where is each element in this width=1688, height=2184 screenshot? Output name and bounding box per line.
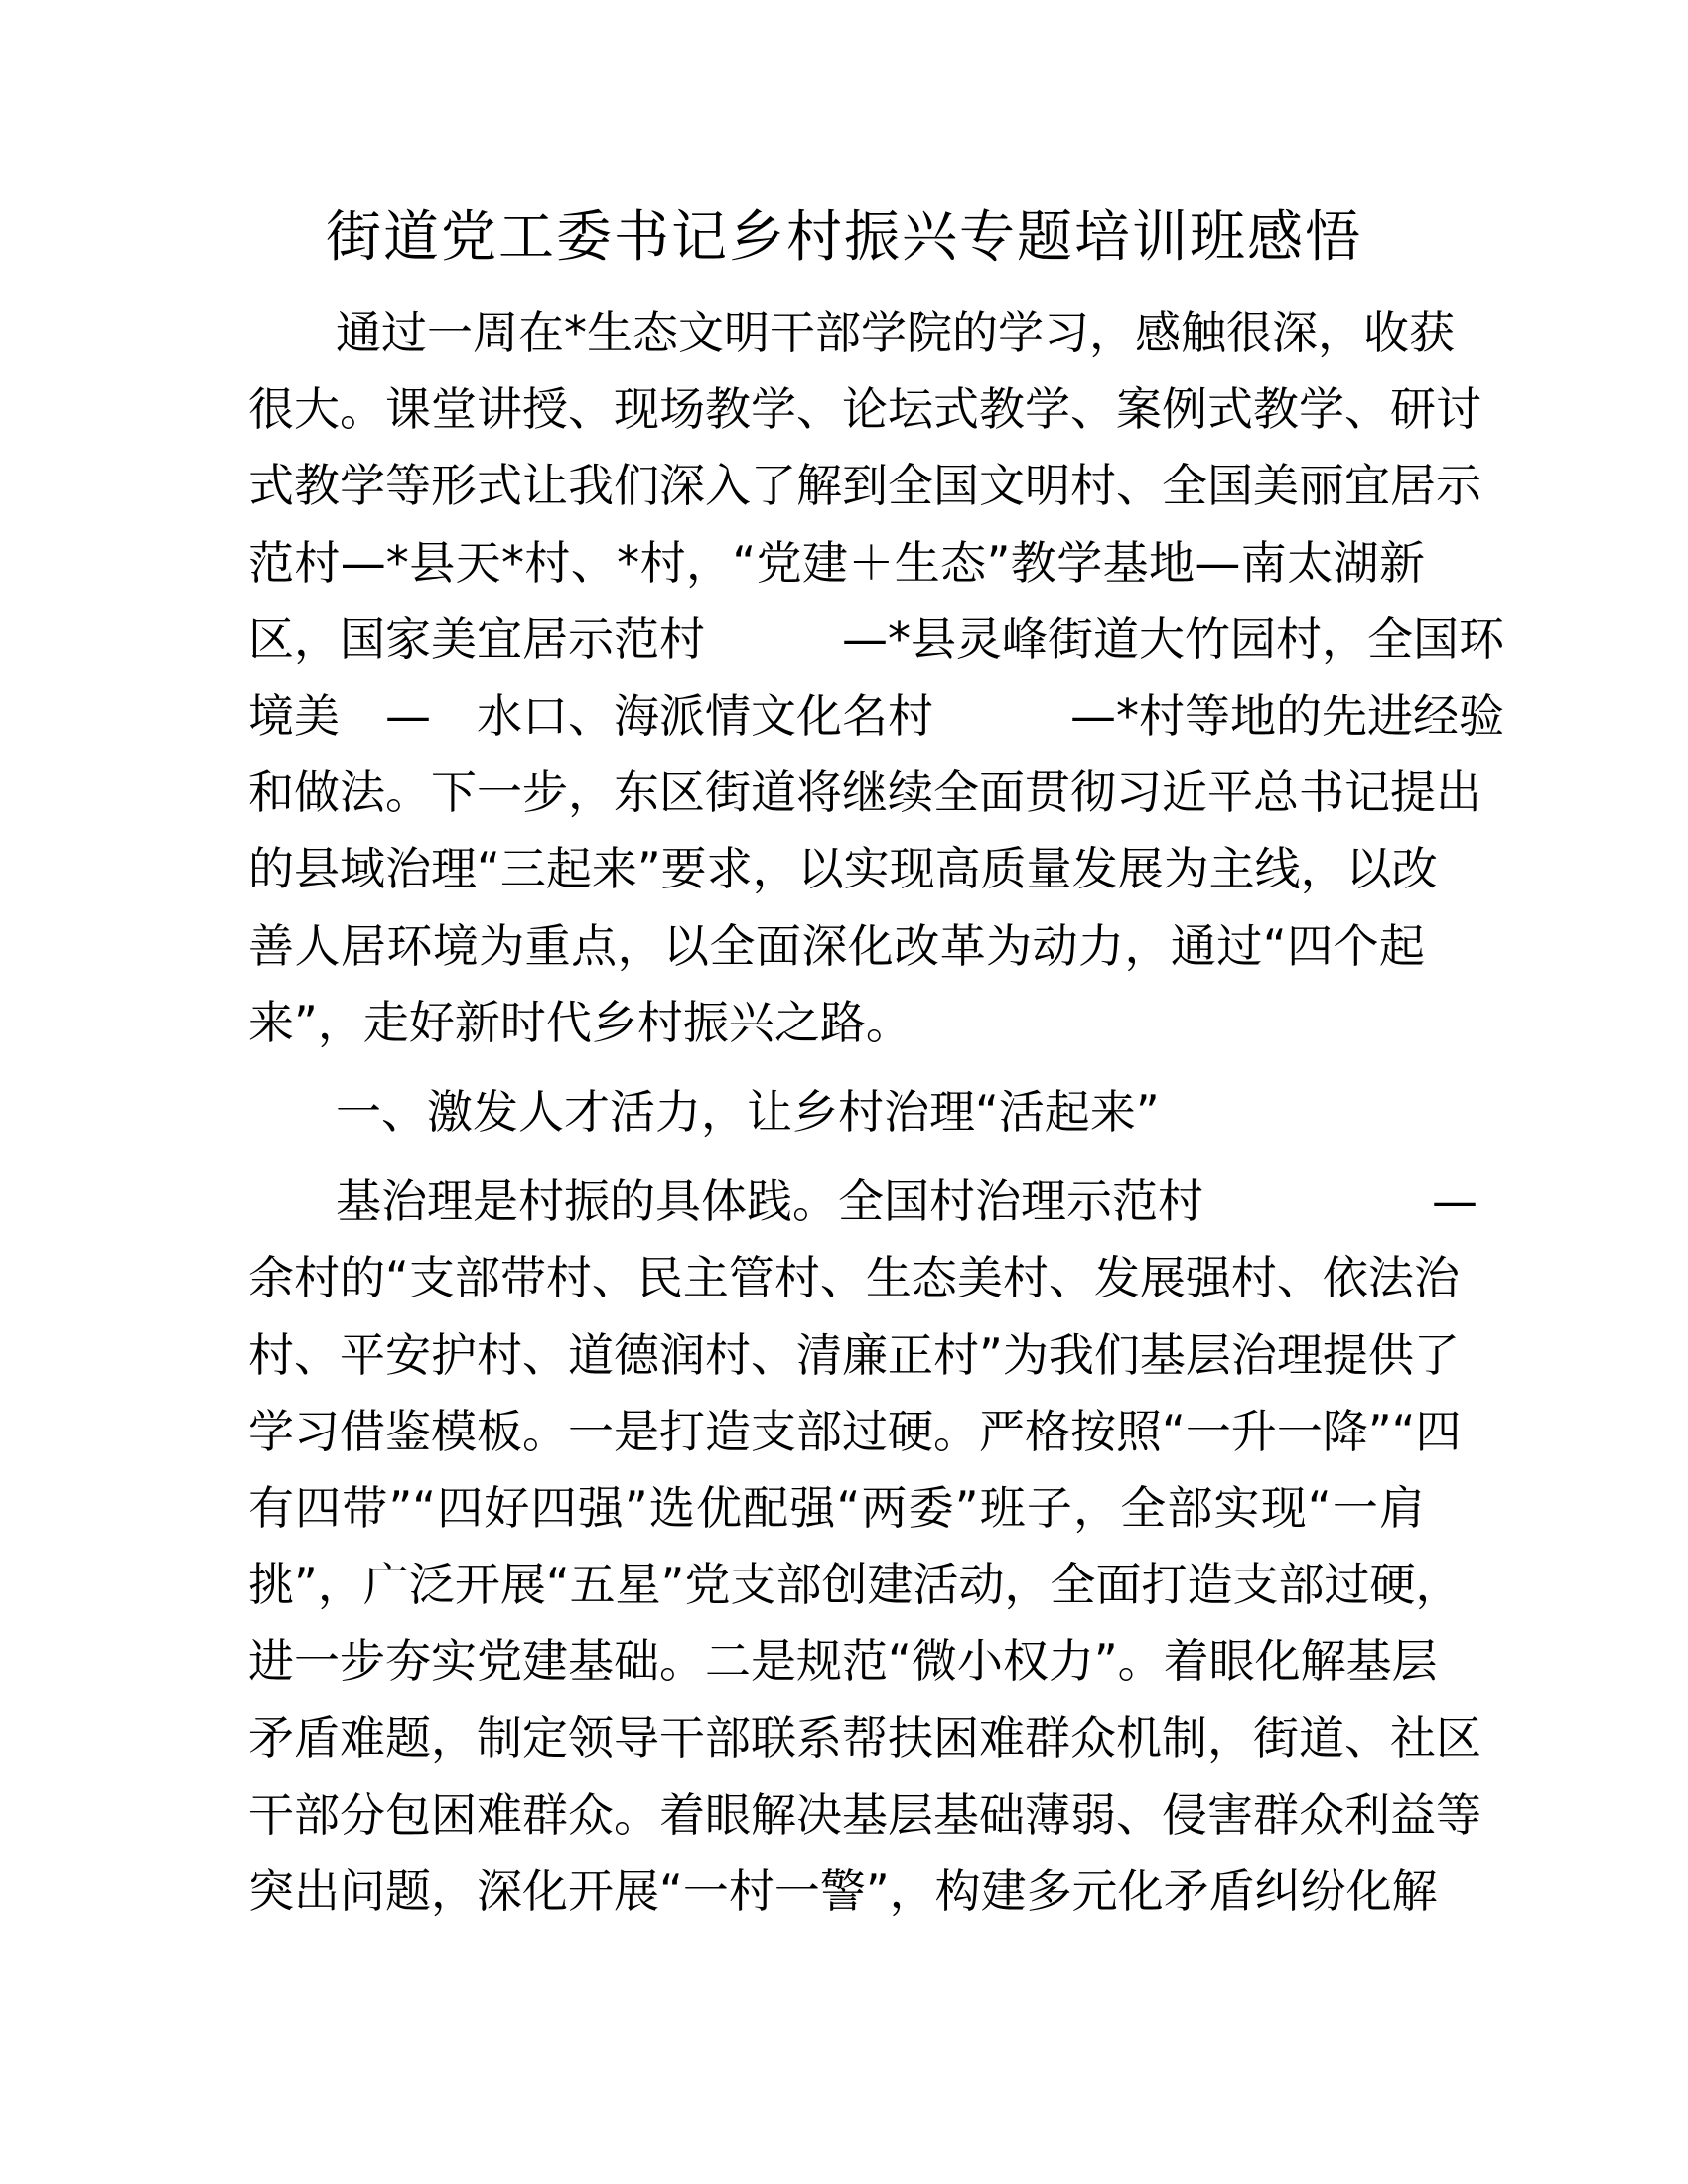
- paragraph-line: 干部分包困难群众。着眼解决基层基础薄弱、侵害群众利益等: [248, 1788, 1481, 1842]
- paragraph-line: 境美 — 水口、海派情文化名村 —*村等地的先进经验: [248, 689, 1504, 743]
- paragraph-line: 的县域治理“三起来”要求，以实现高质量发展为主线，以改: [248, 842, 1438, 895]
- paragraph-line: 突出问题，深化开展“一村一警”，构建多元化矛盾纠纷化解: [248, 1864, 1438, 1918]
- section-heading: 一、激发人才活力，让乡村治理“活起来”: [336, 1085, 1160, 1139]
- paragraph-line: 进一步夯实党建基础。二是规范“微小权力”。着眼化解基层: [248, 1634, 1438, 1688]
- paragraph-line: 有四带”“四好四强”选优配强“两委”班子，全部实现“一肩: [248, 1481, 1425, 1535]
- paragraph-line: 善人居环境为重点，以全面深化改革为动力，通过“四个起: [248, 919, 1425, 973]
- paragraph-line: 式教学等形式让我们深入了解到全国文明村、全国美丽宜居示: [248, 459, 1481, 512]
- paragraph-line: 通过一周在*生态文明干部学院的学习，感触很深，收获: [336, 306, 1455, 359]
- paragraph-line: 范村—*县天*村、*村，“党建＋生态”教学基地—南太湖新: [248, 536, 1425, 590]
- paragraph-line: 区，国家美宜居示范村 —*县灵峰街道大竹园村，全国环: [248, 613, 1504, 666]
- paragraph-line: 挑”，广泛开展“五星”党支部创建活动，全面打造支部过硬，: [248, 1558, 1462, 1611]
- paragraph-line: 和做法。下一步，东区街道将继续全面贯彻习近平总书记提出: [248, 765, 1481, 819]
- paragraph-line: 矛盾难题，制定领导干部联系帮扶困难群众机制，街道、社区: [248, 1711, 1481, 1765]
- paragraph-line: 村、平安护村、道德润村、清廉正村”为我们基层治理提供了: [248, 1328, 1460, 1382]
- paragraph-line: 余村的“支部带村、民主管村、生态美村、发展强村、依法治: [248, 1251, 1460, 1304]
- paragraph-line: 很大。课堂讲授、现场教学、论坛式教学、案例式教学、研讨: [248, 382, 1481, 436]
- document-title: 街道党工委书记乡村振兴专题培训班感悟: [326, 205, 1362, 270]
- paragraph-line: 学习借鉴模板。一是打造支部过硬。严格按照“一升一降”“四: [248, 1405, 1462, 1458]
- paragraph-line: 基治理是村振的具体践。全国村治理示范村 —: [336, 1174, 1477, 1228]
- paragraph-line: 来”，走好新时代乡村振兴之路。: [248, 996, 912, 1049]
